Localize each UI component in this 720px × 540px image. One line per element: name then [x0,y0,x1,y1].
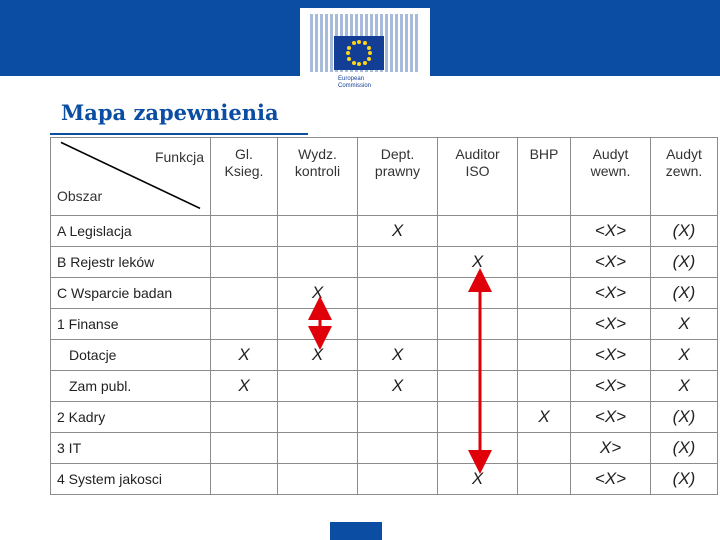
cell-mark: X [238,376,250,395]
column-header: BHP [518,138,571,216]
cell-mark: X [391,345,404,364]
column-header: Wydz. kontroli [278,138,358,216]
cell-mark: (X) [672,221,696,240]
row-label: C Wsparcie badan [51,278,211,309]
cell-mark: <X> [594,221,627,240]
cell-mark: <X> [594,283,627,302]
cell-mark: X [471,469,484,488]
corner-label-funkcja: Funkcja [154,149,204,165]
page-title: Mapa zapewnienia [61,100,279,125]
cell-mark: X [311,283,324,302]
cell-mark: <X> [594,345,627,364]
cell-mark: X [391,221,404,240]
row-label: 4 System jakosci [51,464,211,495]
cell-mark: X> [599,438,622,457]
cell-mark: X [678,345,690,364]
cell-mark: (X) [672,252,696,271]
cell-mark: X [238,345,250,364]
cell-mark: <X> [594,407,627,426]
cell-mark: (X) [672,438,696,457]
cell-mark: X [471,252,484,271]
column-header: Dept. prawny [358,138,438,216]
cell-mark: X [391,376,404,395]
column-header: Audyt wewn. [571,138,651,216]
footer-tab [330,522,382,540]
column-header: Audyt zewn. [651,138,718,216]
cell-mark: (X) [672,283,696,302]
cell-mark: <X> [594,469,627,488]
row-label: Zam publ. [51,371,211,402]
logo-text: European Commission [338,76,372,89]
row-label: 1 Finanse [51,309,211,340]
cell-mark: (X) [672,469,696,488]
cell-mark: <X> [594,252,627,271]
cell-mark: X [311,345,324,364]
column-header: Auditor ISO [438,138,518,216]
row-label: 3 IT [51,433,211,464]
cell-mark: X [678,314,690,333]
cell-mark: <X> [594,314,627,333]
row-label: Dotacje [51,340,211,371]
row-label: 2 Kadry [51,402,211,433]
corner-label-obszar: Obszar [57,188,103,204]
cell-mark: X [538,407,550,426]
row-label: A Legislacja [51,216,211,247]
cell-mark: X [678,376,690,395]
row-label: B Rejestr leków [51,247,211,278]
cell-mark: <X> [594,376,627,395]
cell-mark: (X) [672,407,696,426]
column-header: Gl. Ksieg. [211,138,278,216]
